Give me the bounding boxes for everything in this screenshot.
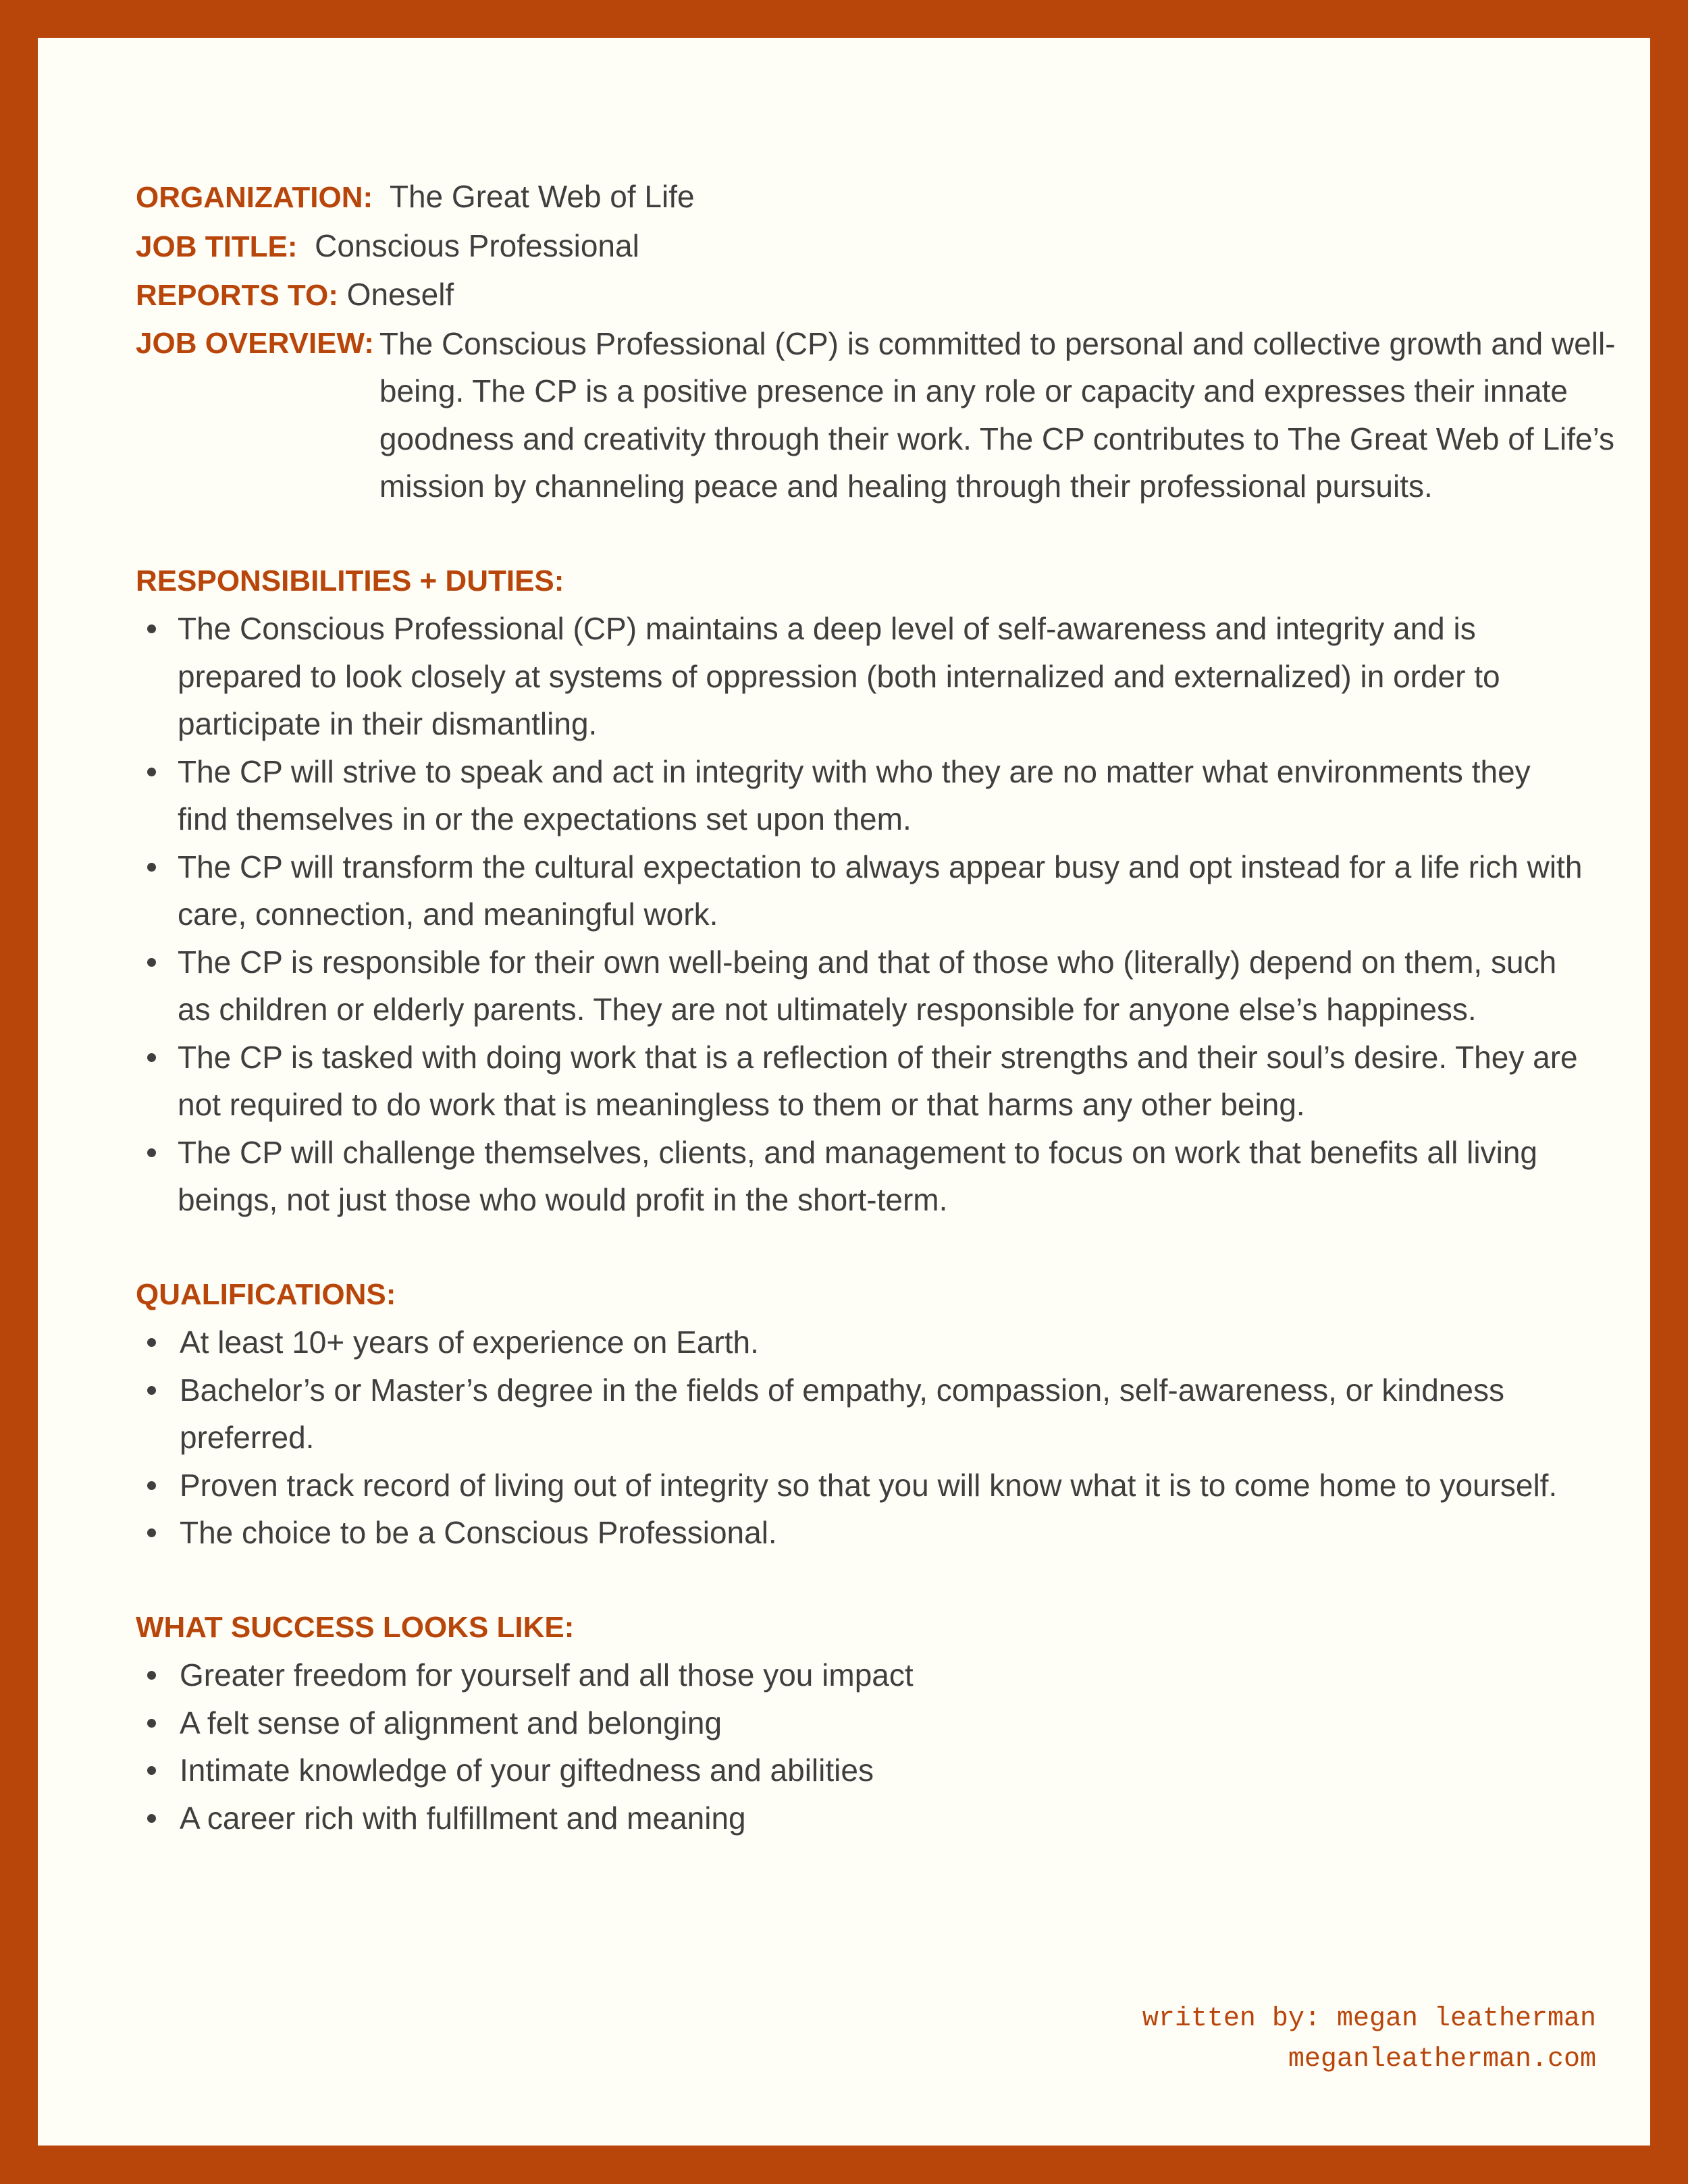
organization-label: ORGANIZATION: — [136, 181, 373, 214]
organization-value: The Great Web of Life — [389, 179, 695, 214]
job-overview-text: The Conscious Professional (CP) is committed to personal and collective growth and well-being. The CP is a positive presence in any role or capacity and expresses their innate goodness and creativity through their work. The CP contributes to The Great Web of Life’s mission by channeling peace and healing through their professional pursuits. — [379, 325, 1616, 504]
responsibilities-list — [136, 605, 1584, 1224]
list-item: The CP will transform the cultural expectation to always appear busy and opt instead for a life rich with care, connection, and meaningful work. — [136, 843, 1584, 938]
job-title-value: Conscious Professional — [315, 228, 639, 263]
footer — [1142, 1999, 1596, 2080]
list-item: Proven track record of living out of integrity so that you will know what it is to come home to yourself. — [136, 1462, 1584, 1510]
list-item: Bachelor’s or Master’s degree in the fields of empathy, compassion, self-awareness, or kindness preferred. — [136, 1366, 1584, 1462]
list-item: The CP will strive to speak and act in integrity with who they are no matter what environments they find themselves in or the expectations set upon them. — [136, 748, 1584, 843]
list-item: At least 10+ years of experience on Earth. — [136, 1319, 1584, 1366]
list-item: The CP is tasked with doing work that is a reflection of their strengths and their soul’s desire. They are not required to do work that is meaningless to them or that harms any other being. — [136, 1034, 1584, 1129]
reports-to-label: REPORTS TO: — [136, 279, 338, 312]
list-item: The Conscious Professional (CP) maintains a deep level of self-awareness and integrity and is prepared to look closely at systems of oppression (both internalized and externalized) in order to participate in their dismantling. — [136, 605, 1584, 748]
job-description-content — [136, 173, 1668, 1842]
list-item: A felt sense of alignment and belonging — [136, 1699, 1668, 1747]
success-list — [136, 1651, 1668, 1842]
list-item: The choice to be a Conscious Professional. — [136, 1509, 1584, 1557]
qualifications-heading: QUALIFICATIONS: — [136, 1277, 396, 1311]
list-item: A career rich with fulfillment and meaning — [136, 1794, 1668, 1842]
list-item: Intimate knowledge of your giftedness and abilities — [136, 1747, 1668, 1794]
job-overview-label: JOB OVERVIEW: — [136, 326, 374, 360]
responsibilities-heading: RESPONSIBILITIES + DUTIES: — [136, 564, 564, 597]
author-credit: written by: megan leatherman — [1142, 2004, 1596, 2034]
success-heading: WHAT SUCCESS LOOKS LIKE: — [136, 1610, 575, 1644]
qualifications-list — [136, 1319, 1584, 1557]
job-title-row — [136, 222, 1668, 271]
organization-row — [136, 173, 1668, 222]
list-item: Greater freedom for yourself and all those you impact — [136, 1651, 1668, 1699]
reports-to-value: Oneself — [346, 277, 454, 312]
reports-to-row — [136, 271, 1668, 320]
job-description-page — [38, 38, 1650, 2146]
job-title-label: JOB TITLE: — [136, 230, 298, 263]
website-link[interactable]: meganleatherman.com — [1288, 2044, 1596, 2075]
job-overview-row — [136, 320, 1668, 510]
list-item: The CP will challenge themselves, clients, and management to focus on work that benefits all living beings, not just those who would profit in the short-term. — [136, 1129, 1584, 1224]
list-item: The CP is responsible for their own well-being and that of those who (literally) depend on them, such as children or elderly parents. They are not ultimately responsible for anyone else’s happiness. — [136, 938, 1584, 1034]
